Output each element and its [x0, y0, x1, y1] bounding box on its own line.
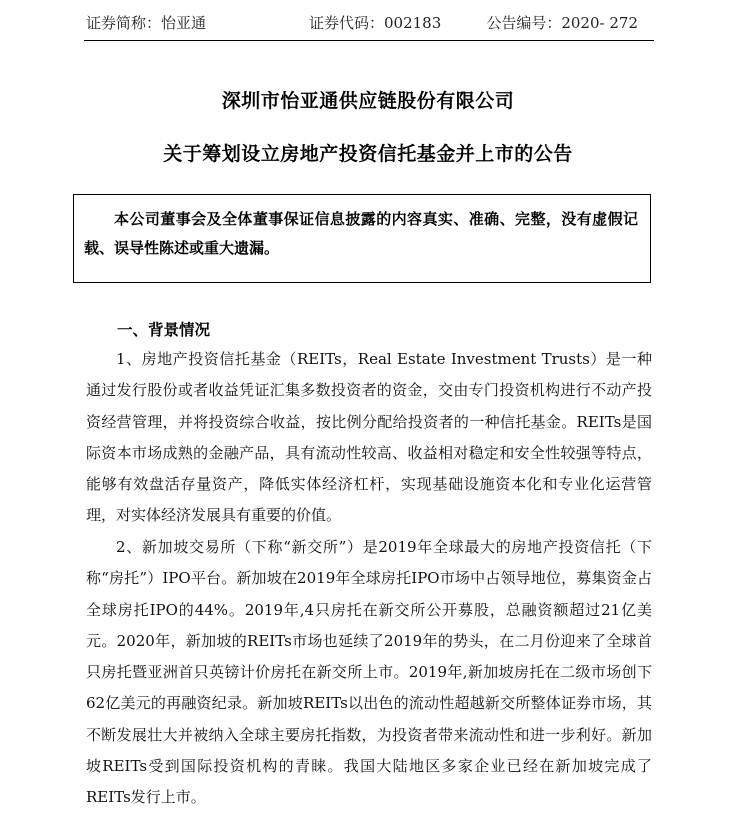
announcement-number: 公告编号：2020- 272 [486, 14, 638, 32]
security-abbreviation: 证券简称：怡亚通 [86, 14, 207, 32]
page-header [86, 12, 638, 36]
announcement-title: 关于筹划设立房地产投资信托基金并上市的公告 [163, 143, 573, 165]
paragraph-2: 2、新加坡交易所（下称“新交所”）是2019年全球最大的房地产投资信托（下称“房托”）IPO平台。新加坡在2019年全球房托IPO市场中占领导地位，募集资金占全球房托IPO的44%。2019年,4只房托在新交所公开募股，总融资额超过21亿美元。2020年，新加坡的REITs市场也延续了2019年的势头，在二月份迎来了全球首只房托暨亚洲首只英镑计价房托在新交所上市。2019年,新加坡房托在二级市场创下62亿美元的再融资纪录。新加坡REITs以出色的流动性超越新交所整体证券市场，其不断发展壮大并被纳入全球主要房托指数，为投资者带来流动性和进一步利好。新加坡REITs受到国际投资机构的青睐。我国大陆地区多家企业已经在新加坡完成了REITs发行上市。 [86, 538, 652, 807]
paragraph-1: 1、房地产投资信托基金（REITs，Real Estate Investment Trusts）是一种通过发行股份或者收益凭证汇集多数投资者的资金，交由专门投资机构进行不动产投资经营管理，并将投资综合收益，按比例分配给投资者的一种信托基金。REITs是国际资本市场成熟的金融产品，具有流动性较高、收益相对稳定和安全性较强等特点，能够有效盘活存量资产，降低实体经济杠杆，实现基础设施资本化和专业化运营管理，对实体经济发展具有重要的价值。 [86, 350, 652, 525]
company-name: 深圳市怡亚通供应链股份有限公司 [221, 90, 515, 112]
header-divider [84, 40, 654, 41]
section-heading: 一、背景情况 [117, 320, 211, 339]
disclaimer-box: 本公司董事会及全体董事保证信息披露的内容真实、准确、完整，没有虚假记载、误导性陈述或重大遗漏。 [73, 194, 651, 283]
security-code: 证券代码：002183 [309, 14, 442, 32]
